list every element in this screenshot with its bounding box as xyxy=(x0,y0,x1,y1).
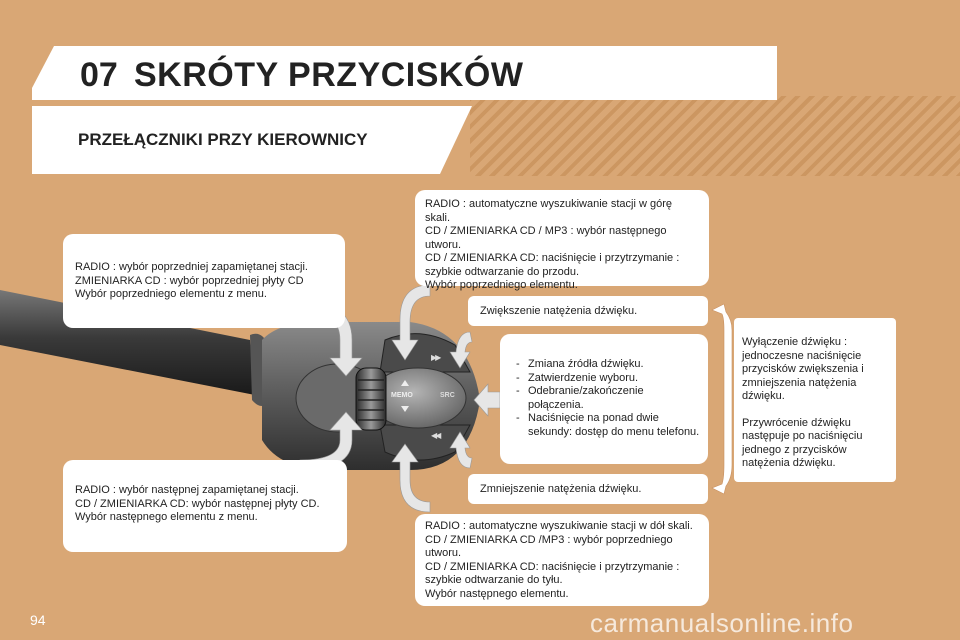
list-item: - Zatwierdzenie wyboru. xyxy=(528,372,700,386)
box-line: RADIO : automatyczne wyszukiwanie stacji w dół skali. xyxy=(425,520,693,532)
src-functions-list xyxy=(508,358,700,439)
bracket-mute-icon xyxy=(712,304,732,494)
list-item: - Zmiana źródła dźwięku. xyxy=(528,358,700,372)
box-line: CD / ZMIENIARKA CD /MP3 : wybór poprzedniego utworu. xyxy=(425,533,673,559)
volume-up-box xyxy=(468,296,708,326)
box-line: RADIO : automatyczne wyszukiwanie stacji w górę skali. xyxy=(425,198,672,224)
page-number: 94 xyxy=(30,612,46,628)
box-line: ZMIENIARKA CD : wybór poprzedniej płyty CD xyxy=(75,274,304,287)
src-label: SRC xyxy=(440,392,455,399)
memo-label: MEMO xyxy=(391,392,413,399)
mute-box xyxy=(734,318,896,482)
box-line: CD / ZMIENIARKA CD: naciśnięcie i przytrzymanie : szybkie odtwarzanie do tyłu. xyxy=(425,560,680,586)
seek-down-box xyxy=(415,514,709,606)
prev-preset-box xyxy=(63,234,345,328)
src-box xyxy=(500,334,708,464)
box-line: RADIO : wybór następnej zapamiętanej stacji. xyxy=(75,484,299,496)
box-line: CD / ZMIENIARKA CD: naciśnięcie i przytrzymanie : szybkie odtwarzanie do przodu. xyxy=(425,252,680,278)
list-item: - Odebranie/zakończenie połączenia. xyxy=(528,385,700,412)
watermark: carmanualsonline.info xyxy=(590,608,854,638)
box-line: Wybór następnego elementu z menu. xyxy=(75,511,258,523)
chapter-number: 07 xyxy=(80,56,118,94)
list-item: - Naciśnięcie na ponad dwie sekundy: dostęp do menu telefonu. xyxy=(528,412,700,439)
box-line: CD / ZMIENIARKA CD / MP3 : wybór następnego utworu. xyxy=(425,225,667,251)
restore-text: Przywrócenie dźwięku następuje po naciśnięciu jednego z przycisków natężenia dźwięku. xyxy=(742,416,863,469)
section-subtitle: PRZEŁĄCZNIKI PRZY KIEROWNICY xyxy=(78,130,368,149)
rewind-icon: ◀◀ xyxy=(431,431,440,440)
box-line: CD / ZMIENIARKA CD: wybór następnej płyty CD. xyxy=(75,497,320,510)
box-line: Zmniejszenie natężenia dźwięku. xyxy=(480,483,642,495)
box-line: RADIO : wybór poprzedniej zapamiętanej stacji. xyxy=(75,261,308,273)
volume-down-box xyxy=(468,474,708,504)
next-preset-box xyxy=(63,460,347,552)
box-line: Wybór poprzedniego elementu. xyxy=(425,279,578,291)
mute-text: Wyłączenie dźwięku : jednoczesne naciśnięcie przycisków zwiększenia i zmniejszenia natężenia dźwięku. xyxy=(742,336,864,402)
page-title: SKRÓTY PRZYCISKÓW xyxy=(134,56,524,94)
box-line: Wybór następnego elementu. xyxy=(425,587,569,600)
box-line: Zwiększenie natężenia dźwięku. xyxy=(480,305,638,317)
seek-up-box xyxy=(415,190,709,291)
forward-icon: ▶▶ xyxy=(431,353,440,362)
box-line: Wybór poprzedniego elementu z menu. xyxy=(75,288,267,300)
